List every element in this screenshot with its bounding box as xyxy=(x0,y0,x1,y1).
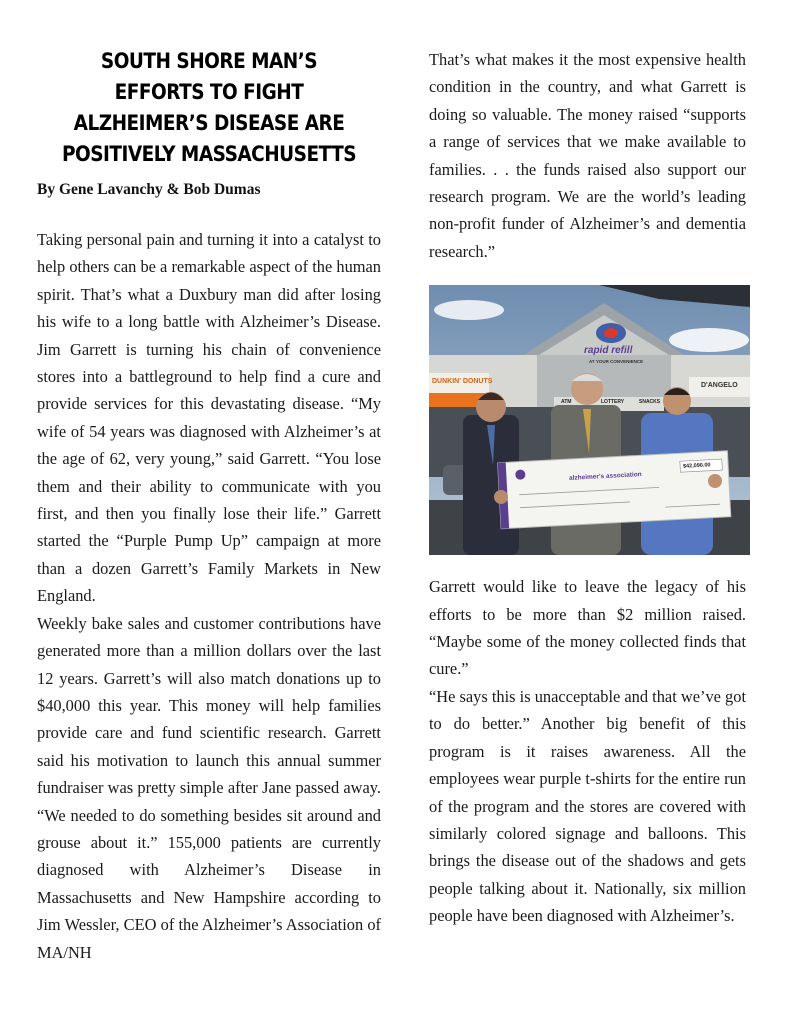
dunkin-sign-text: DUNKIN' DONUTS xyxy=(432,378,493,386)
right-column xyxy=(429,46,746,930)
check-presentation-photo xyxy=(429,285,750,555)
lottery-window-text: LOTTERY xyxy=(601,399,625,406)
article-headline: SOUTH SHORE MAN’S EFFORTS TO FIGHT ALZHEIMER’S DISEASE ARE POSITIVELY MASSACHUSETTS xyxy=(61,49,357,167)
paragraph: Garrett would like to leave the legacy of his efforts to be more than $2 million raised. “Maybe some of the money collected finds that cure.” xyxy=(429,577,746,679)
paragraph: Taking personal pain and turning it into a catalyst to help others can be a remarkable aspect of the human spirit. That’s what a Duxbury man did after losing his wife to a long battle with Alzheimer’s Disease. Jim Garrett is turning his chain of convenience stores into a battleground to help find a cure and provide services for this devastating disease. “My wife of 54 years was diagnosed with Alzheimer’s at the age of 62, very young,” said Garrett. “You lose them and their ability to communicate with you first, and then you finally lose their life.” Garrett started the “Purple Pump Up” campaign at more than a dozen Garrett’s Family Markets in New England. xyxy=(37,230,381,606)
left-column xyxy=(37,46,381,966)
check-amount-text: $42,090.00 xyxy=(682,462,711,470)
store-tagline-text: AT YOUR CONVENIENCE xyxy=(589,359,644,365)
paragraph: That’s what makes it the most expensive health condition in the country, and what Garrett is doing so valuable. The money raised “supports a range of services that we make available to families. . . the funds raised also support our research program. We are the world’s leading non-profit funder of Alzheimer’s and dementia research.” xyxy=(429,50,746,261)
store-sign-text: rapid refill xyxy=(584,345,633,357)
article-byline: By Gene Lavanchy & Bob Dumas xyxy=(37,181,261,198)
article-photo xyxy=(429,285,750,555)
check-org-text: alzheimer's association xyxy=(568,471,642,483)
atm-window-text: ATM xyxy=(561,399,572,406)
snacks-window-text: SNACKS xyxy=(639,399,661,406)
paragraph: “He says this is unacceptable and that we’ve got to do better.” Another big benefit of this program is it raises awareness. All the employees wear purple t-shirts for the entire run of the program and the stores are covered with similarly colored signage and balloons. This brings the disease out of the shadows and gets people talking about it. Nationally, six million people have been diagnosed with Alzheimer’s. xyxy=(429,686,746,926)
dangelo-sign-text: D'ANGELO xyxy=(701,382,738,390)
paragraph: Weekly bake sales and customer contributions have generated more than a million dollars over the last 12 years. Garrett’s will also match donations up to $40,000 this year. This money will help families provide care and fund scientific research. Garrett said his motivation to launch this annual summer fundraiser was pretty simple after Jane passed away. “We needed to do something besides sit around and grouse about it.” 155,000 patients are currently diagnosed with Alzheimer’s Disease in Massachusetts and New Hampshire according to Jim Wessler, CEO of the Alzheimer’s Association of MA/NH xyxy=(37,613,381,962)
